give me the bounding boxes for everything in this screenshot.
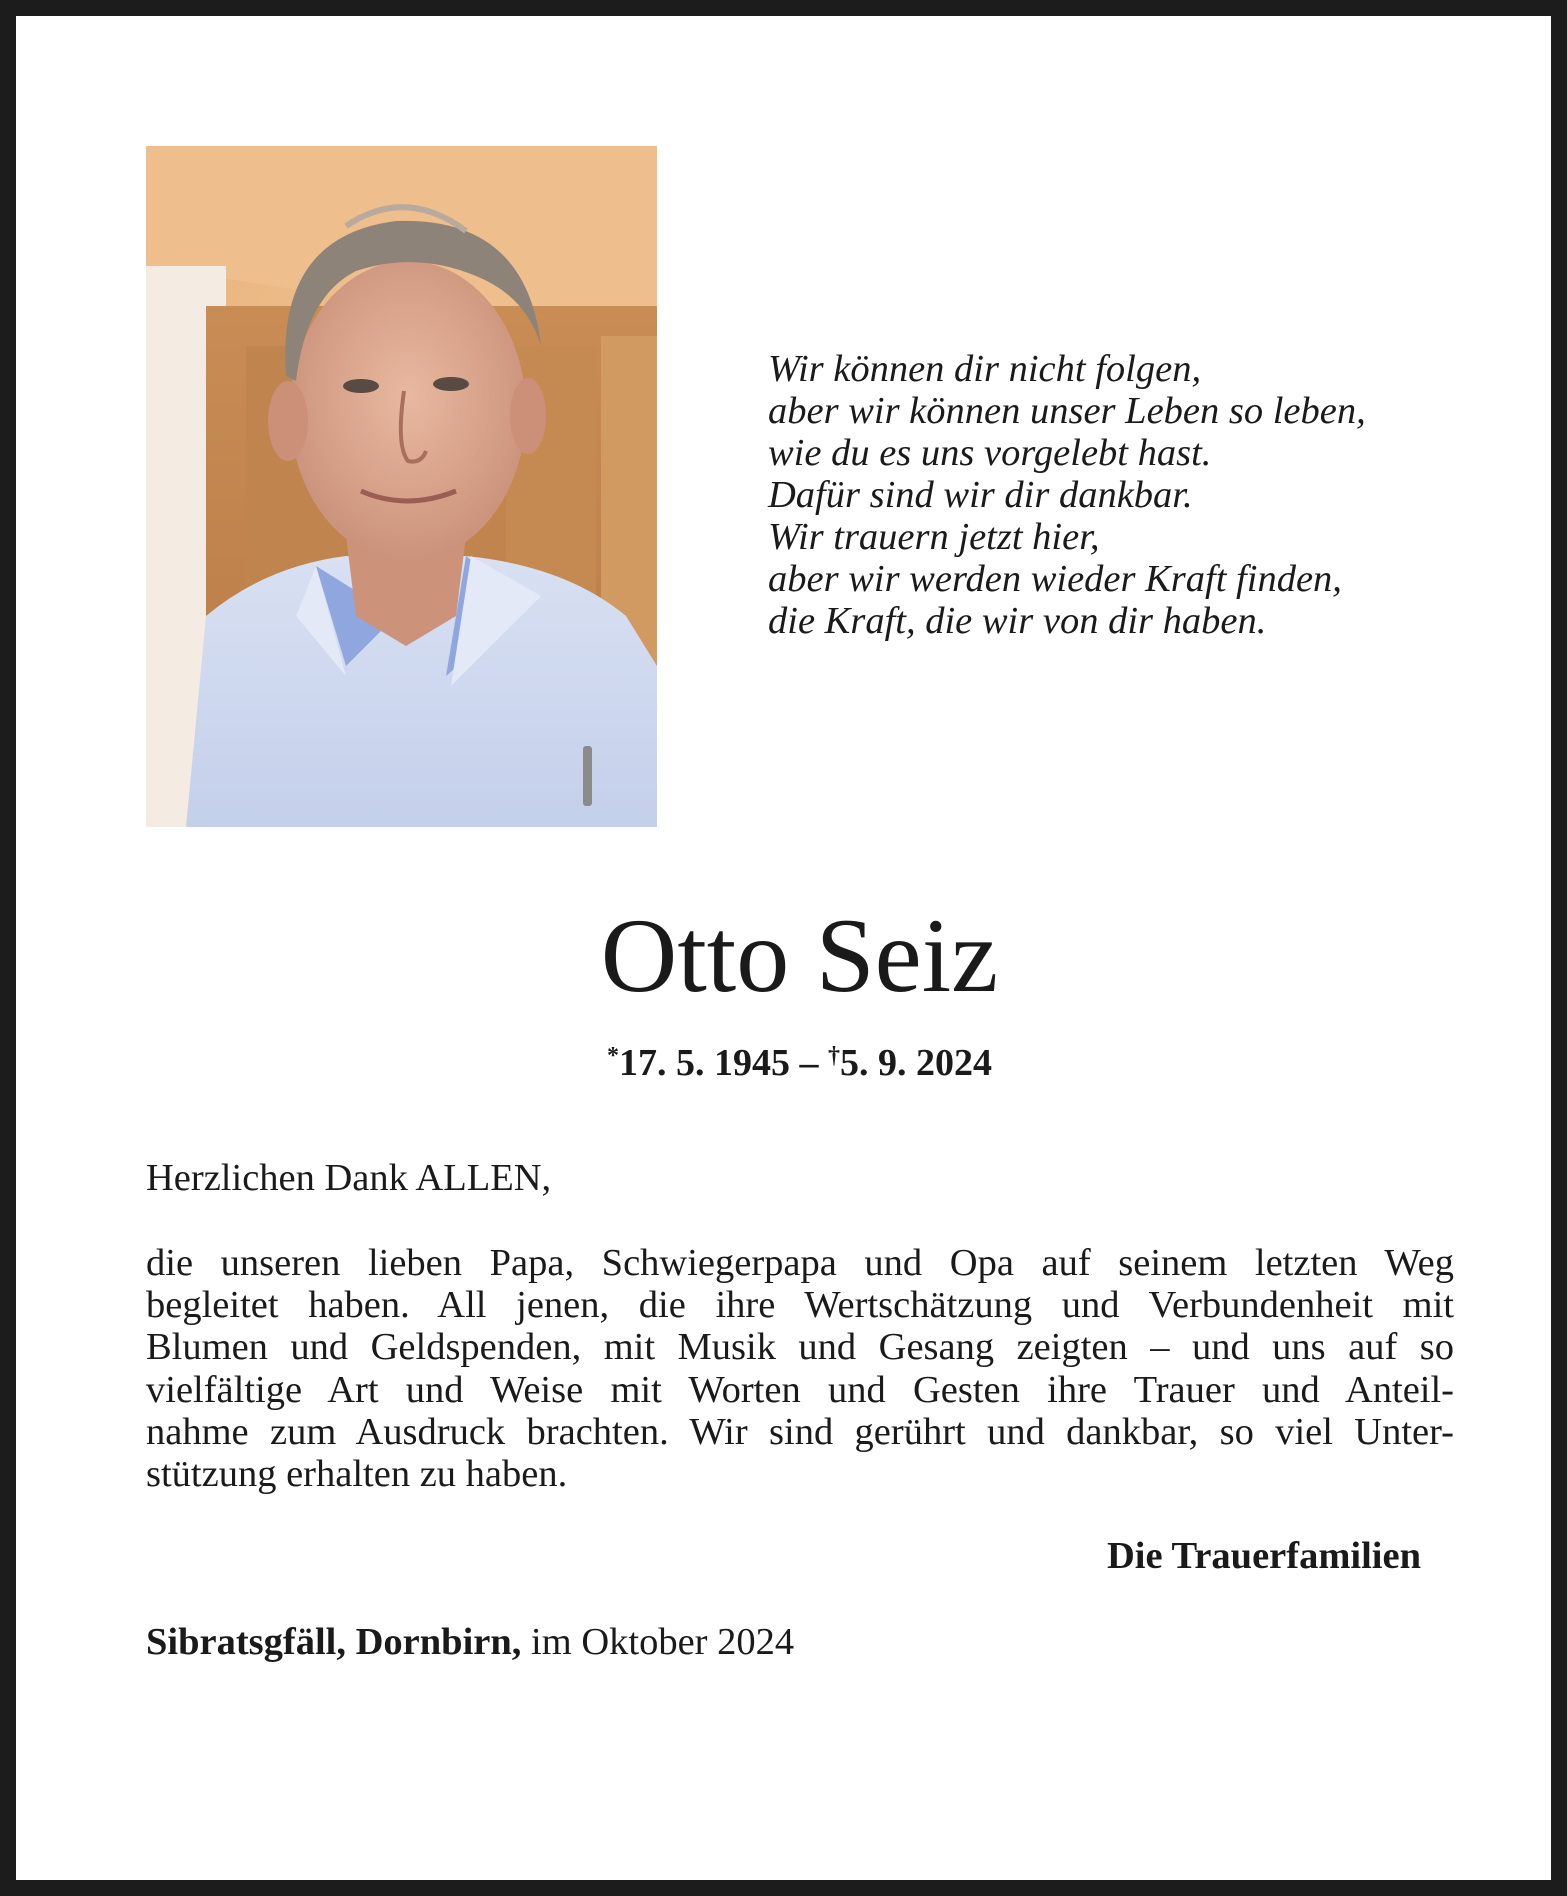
message-line: Blumen und Geldspenden, mit Musik und Gesang zeigten – und uns auf so bbox=[146, 1326, 1454, 1369]
date-separator: – bbox=[790, 1042, 828, 1084]
message-line: nahme zum Ausdruck brachten. Wir sind gerührt und dankbar, so viel Unter- bbox=[146, 1410, 1454, 1453]
life-dates bbox=[16, 1032, 1567, 1087]
birth-date: 17. 5. 1945 bbox=[619, 1042, 790, 1084]
death-date: 5. 9. 2024 bbox=[840, 1042, 992, 1084]
death-symbol: † bbox=[828, 1043, 840, 1069]
date: im Oktober 2024 bbox=[521, 1621, 795, 1663]
poem-line: wie du es uns vorgelebt hast. bbox=[768, 432, 1212, 474]
poem-line: Dafür sind wir dir dankbar. bbox=[768, 474, 1193, 516]
memorial-poem bbox=[768, 348, 1468, 642]
poem-line: aber wir werden wieder Kraft finden, bbox=[768, 558, 1342, 600]
greeting: Herzlichen Dank ALLEN, bbox=[146, 1157, 552, 1199]
deceased-name: Otto Seiz bbox=[600, 897, 999, 1014]
place-and-date bbox=[146, 1620, 794, 1664]
message-line: vielfältige Art und Weise mit Worten und Gesten ihre Trauer und Anteil- bbox=[146, 1368, 1454, 1411]
birth-symbol: * bbox=[607, 1043, 619, 1069]
message-line: die unseren lieben Papa, Schwiegerpapa und Opa auf seinem letzten Weg bbox=[146, 1242, 1454, 1284]
message-line: stützung erhalten zu haben. bbox=[146, 1453, 568, 1496]
poem-line: Wir können dir nicht folgen, bbox=[768, 348, 1202, 390]
portrait-photo-icon bbox=[146, 146, 657, 827]
poem-line: aber wir können unser Leben so leben, bbox=[768, 390, 1366, 432]
poem-line: Wir trauern jetzt hier, bbox=[768, 516, 1100, 558]
thank-you-message bbox=[146, 1242, 1454, 1495]
place: Sibratsgfäll, Dornbirn, bbox=[146, 1621, 522, 1663]
poem-line: die Kraft, die wir von dir haben. bbox=[768, 600, 1267, 642]
signature: Die Trauerfamilien bbox=[1107, 1535, 1421, 1577]
message-line: begleitet haben. All jenen, die ihre Wertschätzung und Verbundenheit mit bbox=[146, 1284, 1454, 1327]
